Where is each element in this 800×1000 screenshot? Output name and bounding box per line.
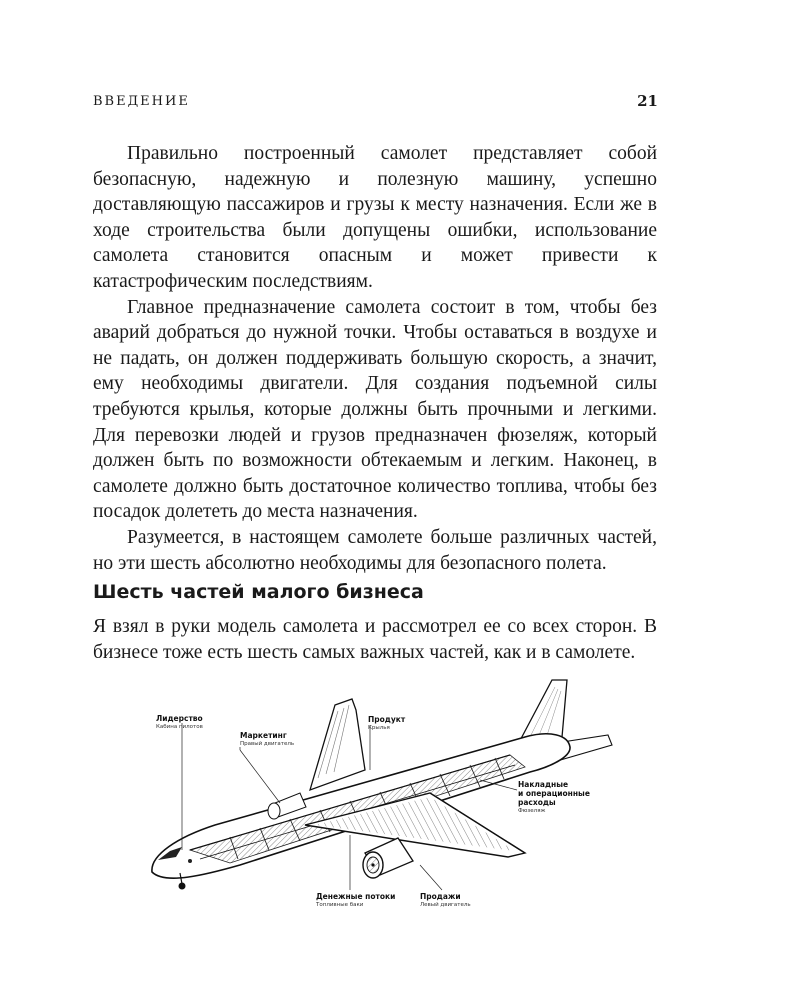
callout-sales	[420, 892, 471, 909]
airplane-figure	[130, 675, 650, 910]
callout-product-title: Продукт	[368, 715, 406, 724]
paragraph-1: Правильно построенный самолет представляет собой безопасную, надежную и полезную машину, успешно доставляющую пассажиров и грузы к месту назначения. Если же в ходе строительства были допущены ошибки, использование самолета становится опасным и может привести к катастрофическим последствиям.	[93, 143, 657, 292]
callout-product-subtitle: Крылья	[368, 725, 390, 731]
callout-product	[368, 715, 405, 732]
section-heading: Шесть частей малого бизнеса	[93, 581, 424, 603]
running-head	[93, 92, 658, 116]
callout-leadership-subtitle: Кабина пилотов	[156, 724, 203, 730]
paragraph-2: Главное предназначение самолета состоит в том, чтобы без аварий добраться до нужной точки. Чтобы оставаться в воздухе и не падать, он должен поддерживать большую скорость, а значит, ему необходимы двигатели. Для создания подъемной силы требуются крылья, которые должны быть прочными и легкими. Для перевозки людей и грузов предназначен фюзеляж, который должен быть по возможности обтекаемым и легким. Наконец, в самолете должно быть достаточное количество топлива, чтобы без посадок долететь до места назначения.	[93, 296, 657, 523]
callout-cash-flow-subtitle: Топливные баки	[316, 902, 364, 908]
section-intro	[93, 614, 657, 665]
callout-sales-title: Продажи	[420, 892, 461, 901]
callout-overhead-title-line-2: и операционные	[518, 789, 590, 798]
callout-overhead-title-line-1: Накладные	[518, 780, 569, 789]
body-text	[93, 141, 657, 576]
callout-leadership	[156, 714, 203, 731]
callout-overhead-title-line-3: расходы	[518, 798, 556, 807]
callout-sales-subtitle: Левый двигатель	[420, 902, 471, 908]
paragraph-3: Разумеется, в настоящем самолете больше различных частей, но эти шесть абсолютно необходимы для безопасного полета.	[93, 526, 657, 574]
page-number: 21	[637, 92, 658, 110]
callout-marketing	[240, 731, 294, 748]
running-title: ВВЕДЕНИЕ	[93, 94, 190, 109]
callout-cash-flow	[316, 892, 395, 909]
callout-marketing-subtitle: Правый двигатель	[240, 741, 295, 747]
callout-leadership-title: Лидерство	[156, 714, 203, 723]
callout-overhead	[518, 780, 590, 815]
left-engine-illustration	[363, 838, 413, 878]
callout-overhead-subtitle: Фюзеляж	[518, 808, 546, 814]
callout-marketing-title: Маркетинг	[240, 731, 287, 740]
intro-paragraph: Я взял в руки модель самолета и рассмотрел ее со всех сторон. В бизнесе тоже есть шесть самых важных частей, как и в самолете.	[93, 616, 657, 663]
callout-cash-flow-title: Денежные потоки	[316, 892, 396, 901]
